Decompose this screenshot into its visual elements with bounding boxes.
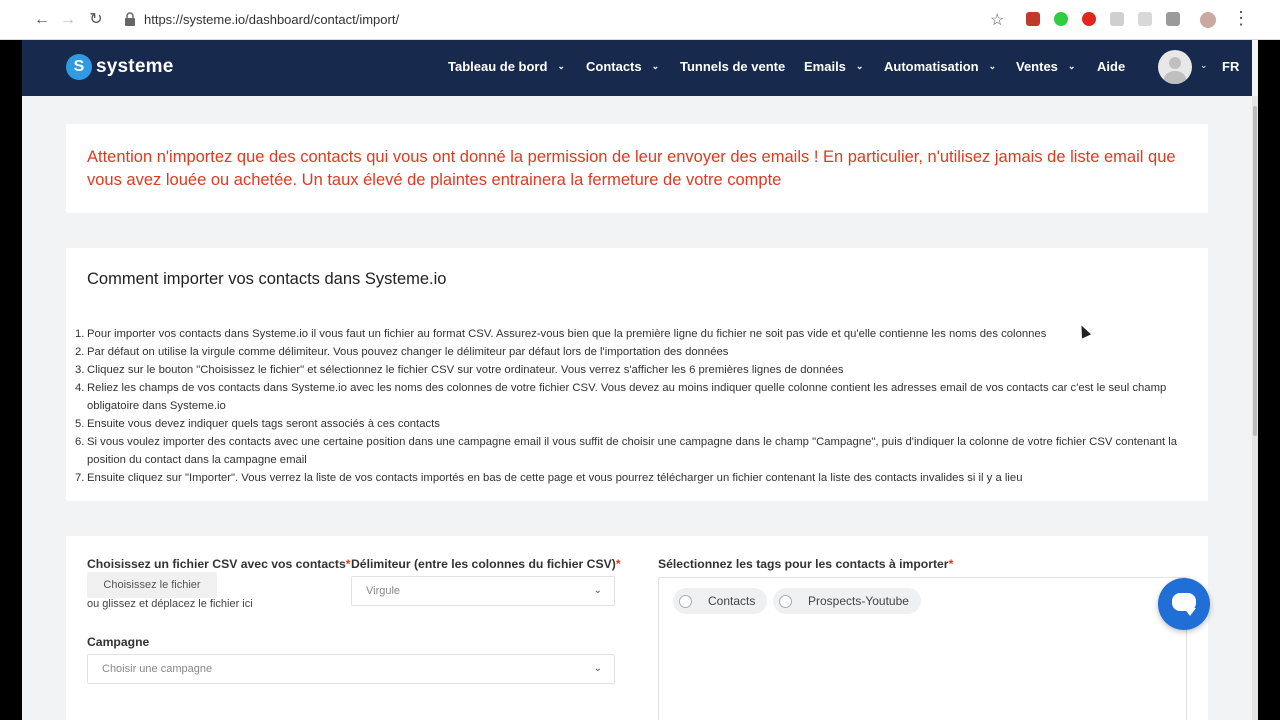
chevron-down-icon: ⌄	[593, 663, 602, 674]
required-mark: *	[948, 557, 954, 571]
required-mark: *	[615, 557, 621, 571]
address-bar[interactable]: https://systeme.io/dashboard/contact/import/	[144, 12, 400, 27]
nav-automatisation[interactable]	[884, 59, 996, 74]
opera-extension-icon[interactable]	[1082, 12, 1096, 26]
chevron-down-icon[interactable]: ⌄	[1200, 60, 1208, 70]
file-label	[87, 557, 351, 571]
nav-contacts[interactable]	[586, 59, 659, 74]
nav-tunnels-de-vente[interactable]	[680, 59, 785, 74]
tag-option-prospects-youtube[interactable]	[773, 588, 921, 614]
delimiter-label-text: Délimiteur (entre les colonnes du fichier CSV)	[351, 557, 616, 571]
campaign-select[interactable]	[87, 654, 615, 684]
nav-label: Tunnels de vente	[680, 59, 786, 74]
nav-emails[interactable]	[804, 59, 863, 74]
campaign-placeholder: Choisir une campagne	[102, 663, 213, 675]
campaign-label: Campagne	[87, 635, 150, 649]
profile-avatar-icon[interactable]	[1200, 12, 1216, 28]
forward-icon[interactable]: →	[60, 11, 76, 28]
nav-ventes[interactable]	[1016, 59, 1075, 74]
tag-label: Prospects-Youtube	[808, 594, 909, 608]
systeme-logo-icon	[66, 54, 92, 80]
step-number: 2.	[75, 346, 85, 358]
choose-file-button[interactable]: Choisissez le fichier	[87, 572, 217, 598]
step-number: 4.	[75, 382, 85, 394]
warning-text: Attention n'importez que des contacts qui vous ont donné la permission de leur envoyer des emails ! En particulier, n'utilisez jamais de liste email que vous avez louée ou achetée. Un taux élevé de plaintes entrainera la fermeture de votre compte	[87, 148, 1176, 189]
top-navigation	[22, 40, 1252, 96]
step-text: Si vous voulez importer des contacts avec une certaine position dans une campagne email il vous suffit de choisir une campagne dans le champ "Campagne", puis d'indiquer la colonne de votre fichier CSV contenant la position du contact dans la campagne email	[87, 436, 1178, 466]
chevron-down-icon: ⌄	[1067, 61, 1076, 71]
extension-icon[interactable]	[1138, 12, 1152, 26]
tags-label-text: Sélectionnez les tags pour les contacts à importer	[658, 557, 949, 571]
file-label-text: Choisissez un fichier CSV avec vos contacts	[87, 557, 346, 571]
radio-icon[interactable]	[679, 595, 692, 608]
chevron-down-icon: ⌄	[988, 61, 997, 71]
list-item	[75, 361, 1187, 379]
reload-icon[interactable]: ↻	[89, 11, 103, 28]
step-text: Ensuite cliquez sur "Importer". Vous verrez la liste de vos contacts importés en bas de cette page et vous pourrez télécharger un fichier contenant la liste des contacts invalides si il y a lieu	[87, 472, 1023, 484]
list-item	[75, 325, 1187, 343]
chevron-down-icon: ⌄	[651, 61, 660, 71]
language-selector[interactable]: FR	[1222, 59, 1240, 74]
nav-label: Contacts	[586, 59, 642, 74]
browser-toolbar	[0, 0, 1280, 40]
nav-label: Ventes	[1016, 59, 1058, 74]
scrollbar-thumb[interactable]	[1253, 106, 1257, 436]
browser-menu-icon[interactable]: ⋮	[1232, 8, 1250, 28]
delimiter-label	[351, 557, 621, 571]
list-item	[75, 415, 1187, 433]
evernote-extension-icon[interactable]	[1054, 12, 1068, 26]
step-text: Cliquez sur le bouton "Choisissez le fichier" et sélectionnez le fichier CSV sur votre ordinateur. Vous verrez s'afficher les 6 premières lignes de données	[87, 364, 844, 376]
lock-icon	[124, 12, 136, 26]
extension-icon[interactable]	[1026, 12, 1040, 26]
step-text: Reliez les champs de vos contacts dans Systeme.io avec les noms des colonnes de votre fichier CSV. Vous devez au moins indiquer quelle colonne contient les adresses email de vos contacts car c'est le seul champ obligatoire dans Systeme.io	[87, 382, 1167, 412]
tags-label	[658, 557, 953, 571]
chevron-down-icon: ⌄	[855, 61, 864, 71]
tags-selector	[658, 577, 1187, 720]
chat-bubble-icon[interactable]	[1158, 578, 1210, 630]
bookmark-star-icon[interactable]: ☆	[990, 12, 1005, 29]
user-avatar[interactable]	[1158, 50, 1192, 84]
app-frame	[22, 40, 1258, 720]
nav-tableau-de-bord[interactable]	[448, 59, 565, 74]
tag-label: Contacts	[708, 594, 756, 608]
drop-zone-text[interactable]: ou glissez et déplacez le fichier ici	[87, 598, 253, 610]
list-item	[75, 469, 1187, 487]
nav-label: Automatisation	[884, 59, 979, 74]
page-scrollbar[interactable]	[1252, 96, 1258, 720]
step-text: Par défaut on utilise la virgule comme délimiteur. Vous pouvez changer le délimiteur par défaut lors de l'importation des données	[87, 346, 729, 358]
import-form-card	[66, 536, 1208, 720]
nav-label: Aide	[1097, 59, 1126, 74]
nav-aide[interactable]	[1097, 59, 1125, 74]
list-item	[75, 343, 1187, 361]
step-number: 6.	[75, 436, 85, 448]
delimiter-select[interactable]	[351, 576, 615, 606]
radio-icon[interactable]	[779, 595, 792, 608]
step-text: Pour importer vos contacts dans Systeme.io il vous faut un fichier au format CSV. Assurez-vous bien que la première ligne du fichier ne soit pas vide et qu'elle contienne les noms des colonnes	[87, 328, 1047, 340]
howto-steps	[75, 325, 1187, 487]
nav-label: Emails	[804, 59, 846, 74]
list-item	[75, 379, 1187, 415]
list-item	[75, 433, 1187, 469]
chevron-down-icon: ⌄	[593, 585, 602, 596]
tag-option-contacts[interactable]	[673, 588, 767, 614]
howto-card	[66, 248, 1208, 501]
nav-label: Tableau de bord	[448, 59, 548, 74]
extension-icon[interactable]	[1110, 12, 1124, 26]
step-number: 1.	[75, 328, 85, 340]
step-number: 3.	[75, 364, 85, 376]
back-icon[interactable]: ←	[34, 11, 50, 28]
step-number: 5.	[75, 418, 85, 430]
warning-card	[66, 124, 1208, 213]
extension-icon[interactable]	[1166, 12, 1180, 26]
delimiter-value: Virgule	[366, 585, 401, 597]
required-mark: *	[345, 557, 351, 571]
logo[interactable]	[66, 54, 173, 80]
step-number: 7.	[75, 472, 85, 484]
logo-text: systeme	[96, 56, 174, 77]
chevron-down-icon: ⌄	[557, 61, 565, 71]
howto-title: Comment importer vos contacts dans Systeme.io	[87, 270, 447, 288]
step-text: Ensuite vous devez indiquer quels tags seront associés à ces contacts	[87, 418, 440, 430]
